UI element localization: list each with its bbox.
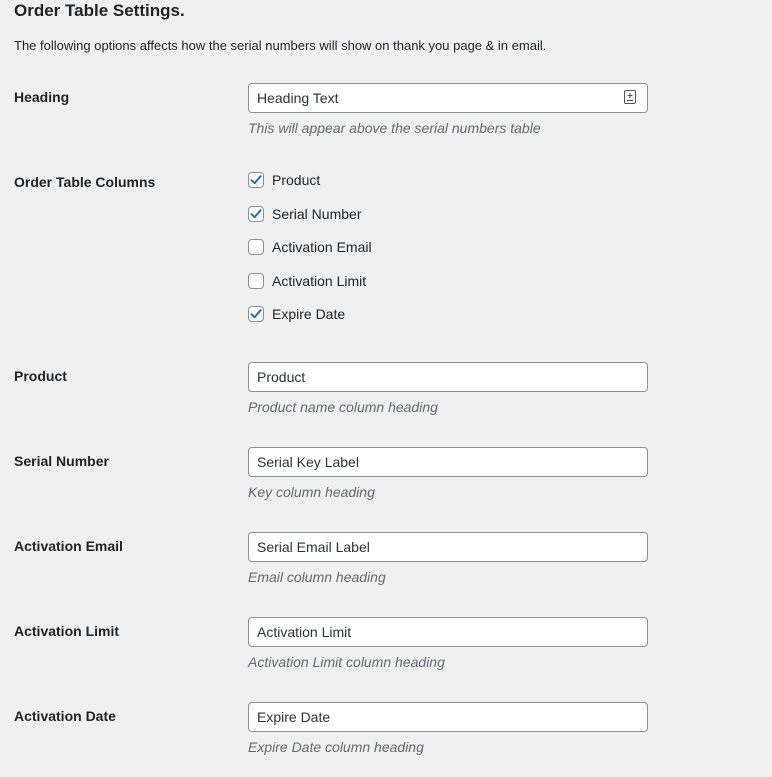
checkbox-box[interactable] xyxy=(248,206,264,222)
heading-label: Heading xyxy=(14,89,70,105)
serial-number-help: Key column heading xyxy=(248,484,375,500)
checkbox-label: Activation Email xyxy=(272,239,372,255)
checkbox-box[interactable] xyxy=(248,306,264,322)
checkbox-box[interactable] xyxy=(248,239,264,255)
section-title: Order Table Settings. xyxy=(14,1,185,20)
activation-limit-label: Activation Limit xyxy=(14,623,120,639)
product-label: Product xyxy=(14,368,67,384)
checkmark-icon xyxy=(249,207,263,221)
activation-email-label: Activation Email xyxy=(14,538,123,554)
activation-limit-input[interactable] xyxy=(248,617,648,647)
heading-help: This will appear above the serial numbers table xyxy=(248,120,541,136)
checkbox-product[interactable] xyxy=(248,170,320,190)
columns-label: Order Table Columns xyxy=(14,174,156,190)
product-help: Product name column heading xyxy=(248,399,438,415)
activation-email-input[interactable] xyxy=(248,532,648,562)
heading-input[interactable] xyxy=(248,83,648,113)
activation-email-help: Email column heading xyxy=(248,569,386,585)
activation-date-help: Expire Date column heading xyxy=(248,739,424,755)
activation-limit-help: Activation Limit column heading xyxy=(248,654,445,670)
activation-date-input[interactable] xyxy=(248,702,648,732)
serial-number-label: Serial Number xyxy=(14,453,109,469)
checkbox-label: Serial Number xyxy=(272,206,362,222)
checkbox-label: Activation Limit xyxy=(272,273,367,289)
checkmark-icon xyxy=(249,307,263,321)
checkbox-box[interactable] xyxy=(248,273,264,289)
checkbox-label: Expire Date xyxy=(272,306,346,322)
checkbox-box[interactable] xyxy=(248,172,264,188)
text-field-icon[interactable] xyxy=(624,90,636,104)
checkmark-icon xyxy=(249,173,263,187)
checkbox-expire-date[interactable] xyxy=(248,304,345,324)
checkbox-activation-email[interactable] xyxy=(248,237,372,257)
checkbox-label: Product xyxy=(272,172,321,188)
section-description: The following options affects how the serial numbers will show on thank you page & in email. xyxy=(14,38,547,53)
product-input[interactable] xyxy=(248,362,648,392)
checkbox-activation-limit[interactable] xyxy=(248,271,366,291)
activation-date-label: Activation Date xyxy=(14,708,116,724)
checkbox-serial-number[interactable] xyxy=(248,204,361,224)
serial-number-input[interactable] xyxy=(248,447,648,477)
